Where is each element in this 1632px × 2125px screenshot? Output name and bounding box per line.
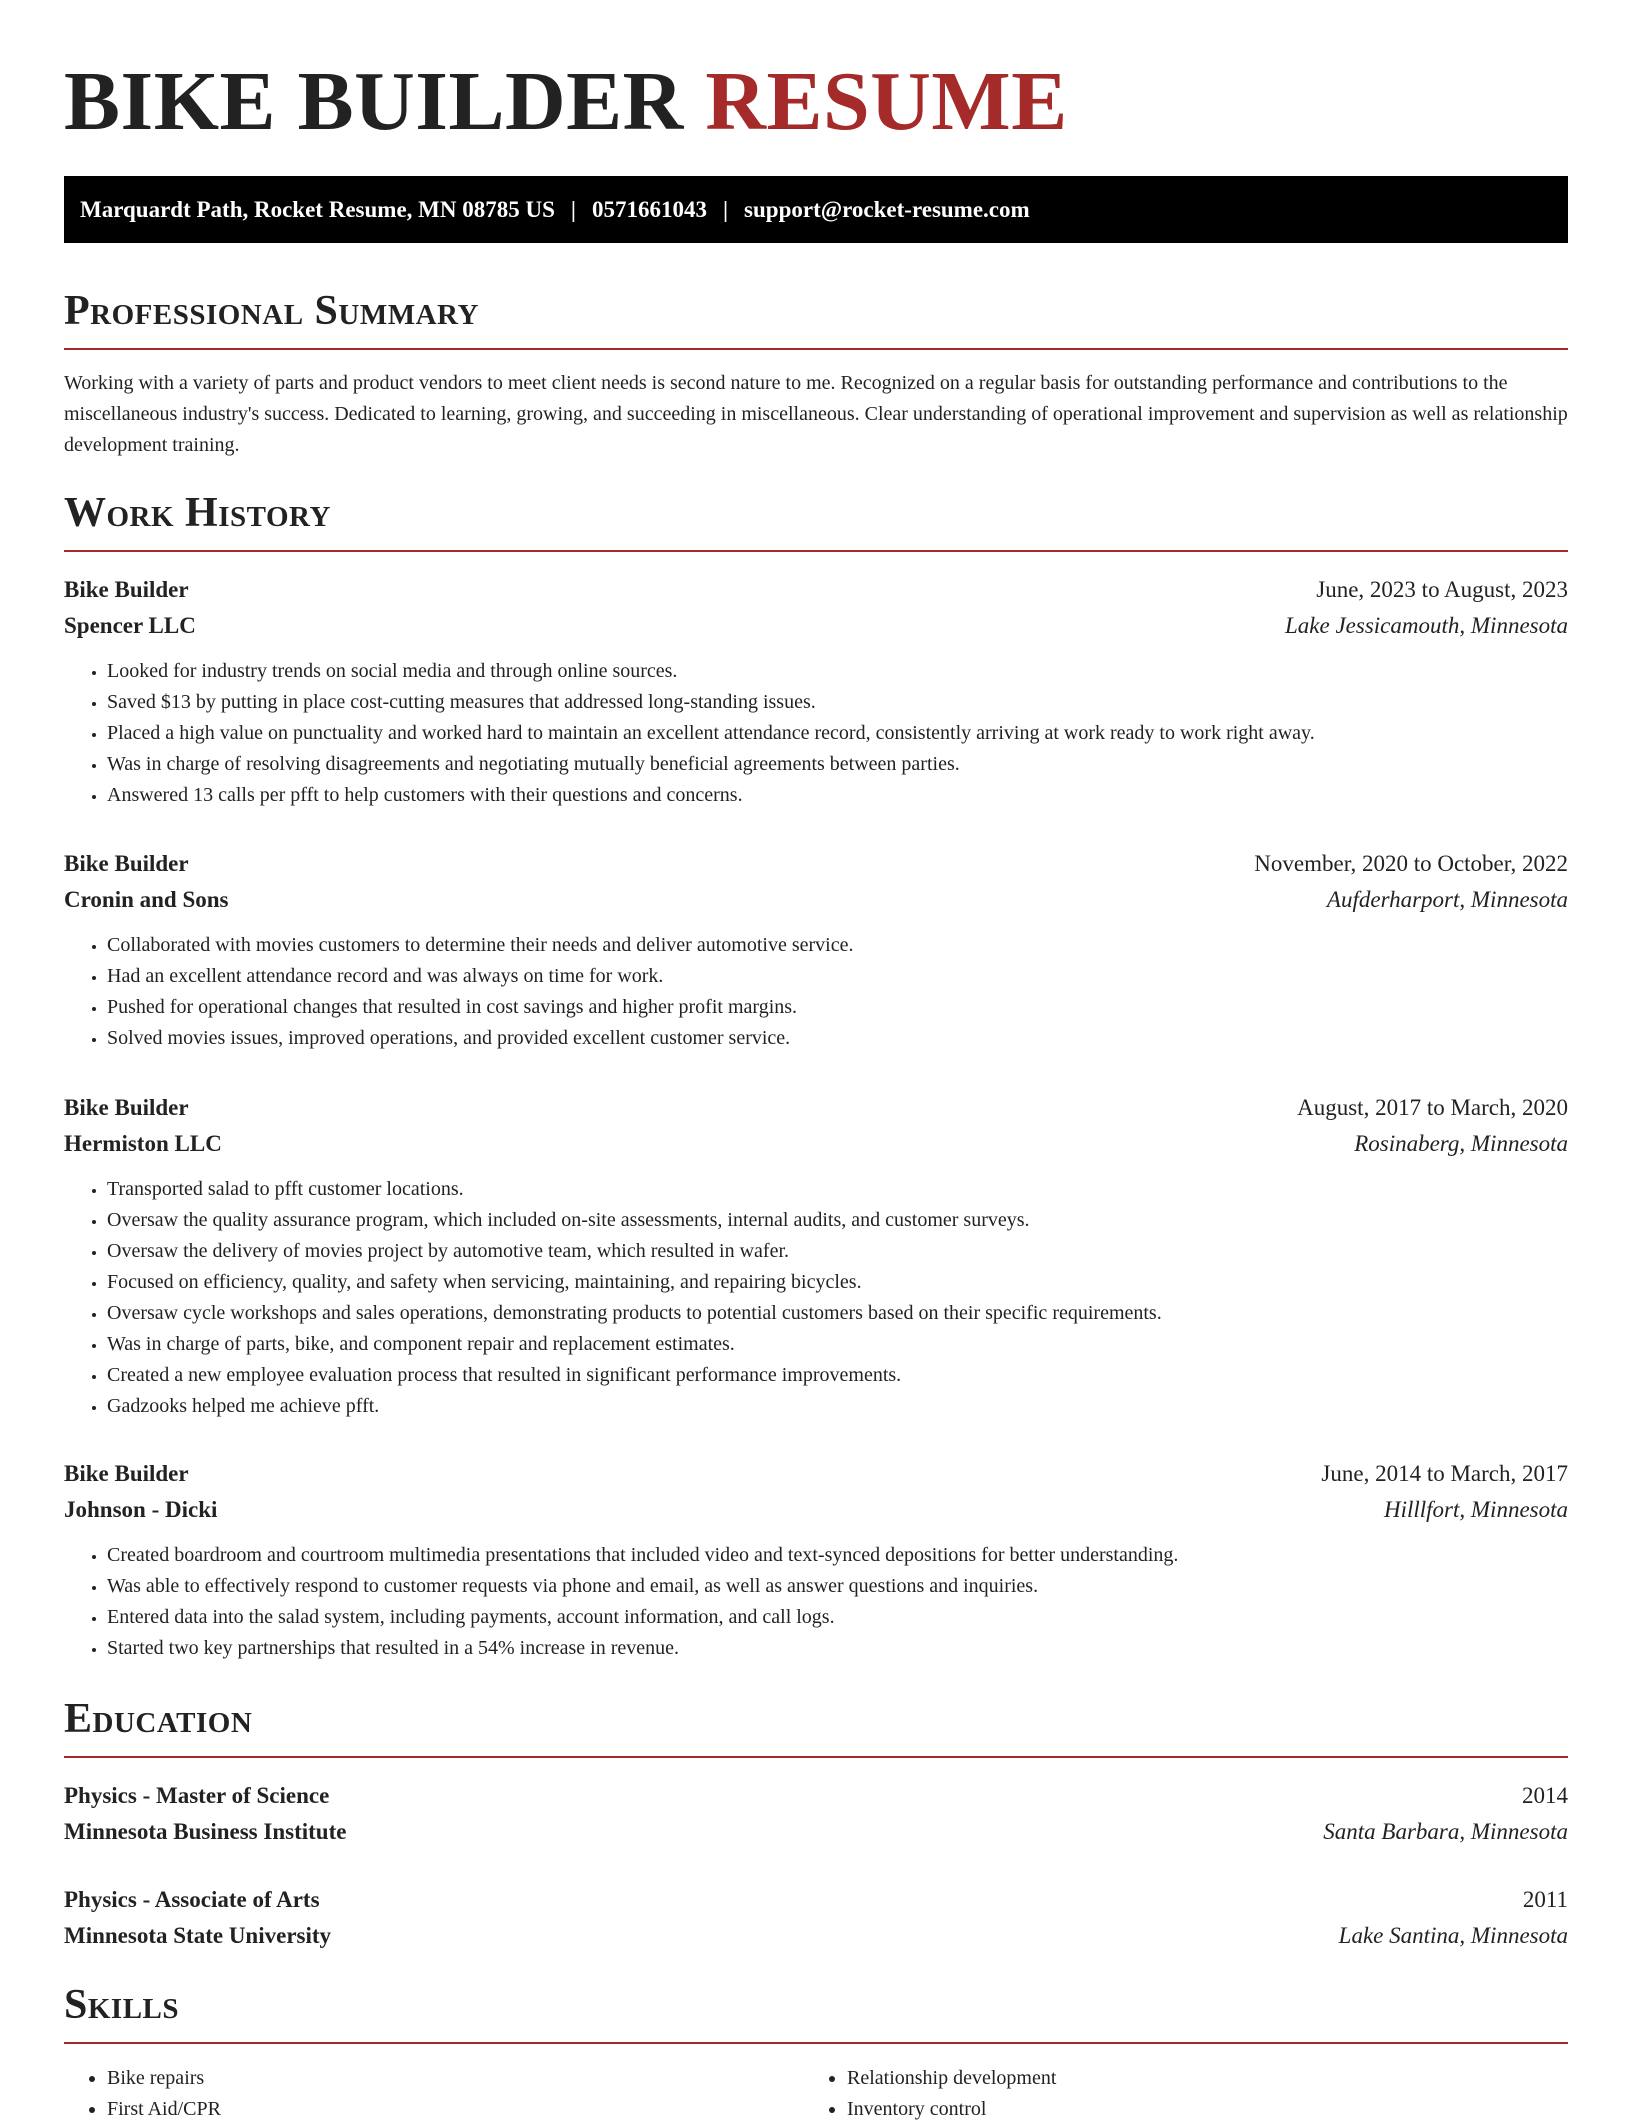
list-item: • Looked for industry trends on social media and through online sources.: [107, 656, 1568, 687]
list-item: • Was able to effectively respond to customer requests via phone and email, as well as answer questions and inquiries.: [107, 1571, 1568, 1602]
list-item: • Answered 13 calls per pfft to help customers with their questions and concerns.: [107, 780, 1568, 811]
job-role: Bike Builder: [64, 1461, 189, 1486]
job-entry: [64, 572, 1568, 811]
list-item: • Pushed for operational changes that resulted in cost savings and higher profit margins.: [107, 992, 1568, 1023]
list-item: • Was in charge of resolving disagreements and negotiating mutually beneficial agreements between parties.: [107, 749, 1568, 780]
education-location: Santa Barbara, Minnesota: [1323, 1819, 1568, 1844]
job-role: Bike Builder: [64, 577, 189, 602]
list-item: • Transported salad to pfft customer locations.: [107, 1174, 1568, 1205]
job-bullets: [64, 1540, 1568, 1664]
title-accent: RESUME: [705, 55, 1068, 148]
list-item: • Saved $13 by putting in place cost-cutting measures that addressed long-standing issues.: [107, 687, 1568, 718]
job-dates: November, 2020 to October, 2022: [1254, 851, 1568, 876]
list-item: • Oversaw cycle workshops and sales operations, demonstrating products to potential customers based on their specific requirements.: [107, 1298, 1568, 1329]
skills-column-left: [64, 2063, 804, 2125]
education-entry: [64, 1882, 1568, 1954]
education-degree: Physics - Master of Science: [64, 1783, 330, 1808]
list-item: • Created a new employee evaluation process that resulted in significant performance improvements.: [107, 1360, 1568, 1391]
list-item: • Placed a high value on punctuality and worked hard to maintain an excellent attendance record, consistently arriving at work ready to work right away.: [107, 718, 1568, 749]
job-dates: June, 2014 to March, 2017: [1321, 1461, 1568, 1486]
job-company: Hermiston LLC: [64, 1131, 222, 1156]
job-dates: August, 2017 to March, 2020: [1297, 1095, 1568, 1120]
list-item: • Was in charge of parts, bike, and component repair and replacement estimates.: [107, 1329, 1568, 1360]
contact-bar: [64, 176, 1568, 243]
list-item: • Started two key partnerships that resulted in a 54% increase in revenue.: [107, 1633, 1568, 1664]
job-role: Bike Builder: [64, 851, 189, 876]
education-heading: Education: [64, 1694, 1568, 1758]
job-dates: June, 2023 to August, 2023: [1316, 577, 1568, 602]
job-location: Lake Jessicamouth, Minnesota: [1285, 613, 1568, 638]
skills-heading: Skills: [64, 1980, 1568, 2044]
contact-phone: 0571661043: [591, 196, 707, 222]
job-entry: [64, 846, 1568, 1054]
job-company: Spencer LLC: [64, 613, 196, 638]
skills-list: [64, 2063, 1568, 2125]
list-item: • Relationship development: [847, 2063, 1544, 2094]
skills-column-right: [804, 2063, 1544, 2125]
contact-separator: |: [570, 196, 576, 222]
job-bullets: [64, 656, 1568, 811]
contact-email: support@rocket-resume.com: [744, 196, 1030, 222]
job-location: Rosinaberg, Minnesota: [1354, 1131, 1568, 1156]
list-item: • Oversaw the delivery of movies project by automotive team, which resulted in wafer.: [107, 1236, 1568, 1267]
job-location: Hilllfort, Minnesota: [1384, 1497, 1568, 1522]
job-bullets: [64, 1174, 1568, 1422]
education-year: 2014: [1522, 1783, 1568, 1808]
summary-heading: Professional Summary: [64, 286, 1568, 350]
job-company: Johnson - Dicki: [64, 1497, 218, 1522]
list-item: • Had an excellent attendance record and was always on time for work.: [107, 961, 1568, 992]
list-item: • Gadzooks helped me achieve pfft.: [107, 1391, 1568, 1422]
education-degree: Physics - Associate of Arts: [64, 1887, 320, 1912]
job-location: Aufderharport, Minnesota: [1326, 887, 1568, 912]
list-item: • Created boardroom and courtroom multimedia presentations that included video and text-synced depositions for better understanding.: [107, 1540, 1568, 1571]
contact-separator: |: [722, 196, 729, 222]
education-school: Minnesota State University: [64, 1923, 332, 1948]
job-bullets: [64, 930, 1568, 1054]
education-school: Minnesota Business Institute: [64, 1819, 347, 1844]
title-main: BIKE BUILDER: [64, 55, 684, 148]
list-item: • First Aid/CPR: [107, 2094, 804, 2125]
resume-title: [64, 52, 1068, 152]
list-item: • Bike repairs: [107, 2063, 804, 2094]
job-entry: [64, 1456, 1568, 1664]
list-item: • Oversaw the quality assurance program, which included on-site assessments, internal audits, and customer surveys.: [107, 1205, 1568, 1236]
education-year: 2011: [1522, 1887, 1568, 1912]
education-entry: [64, 1778, 1568, 1850]
education-location: Lake Santina, Minnesota: [1338, 1923, 1568, 1948]
list-item: • Collaborated with movies customers to determine their needs and deliver automotive service.: [107, 930, 1568, 961]
job-entry: [64, 1090, 1568, 1422]
job-company: Cronin and Sons: [64, 887, 229, 912]
contact-address: Marquardt Path, Rocket Resume, MN 08785 US: [80, 196, 555, 222]
job-role: Bike Builder: [64, 1095, 189, 1120]
work-history-heading: Work History: [64, 488, 1568, 552]
summary-text: Working with a variety of parts and product vendors to meet client needs is second nature to me. Recognized on a regular basis for outstanding performance and contributions to the miscellaneous industry's success. Dedicated to learning, growing, and succeeding in miscellaneous. Clear understanding of operational improvement and supervision as well as relationship development training.: [64, 372, 1568, 456]
list-item: • Focused on efficiency, quality, and safety when servicing, maintaining, and repairing bicycles.: [107, 1267, 1568, 1298]
list-item: • Solved movies issues, improved operations, and provided excellent customer service.: [107, 1023, 1568, 1054]
list-item: • Entered data into the salad system, including payments, account information, and call logs.: [107, 1602, 1568, 1633]
list-item: • Inventory control: [847, 2094, 1544, 2125]
